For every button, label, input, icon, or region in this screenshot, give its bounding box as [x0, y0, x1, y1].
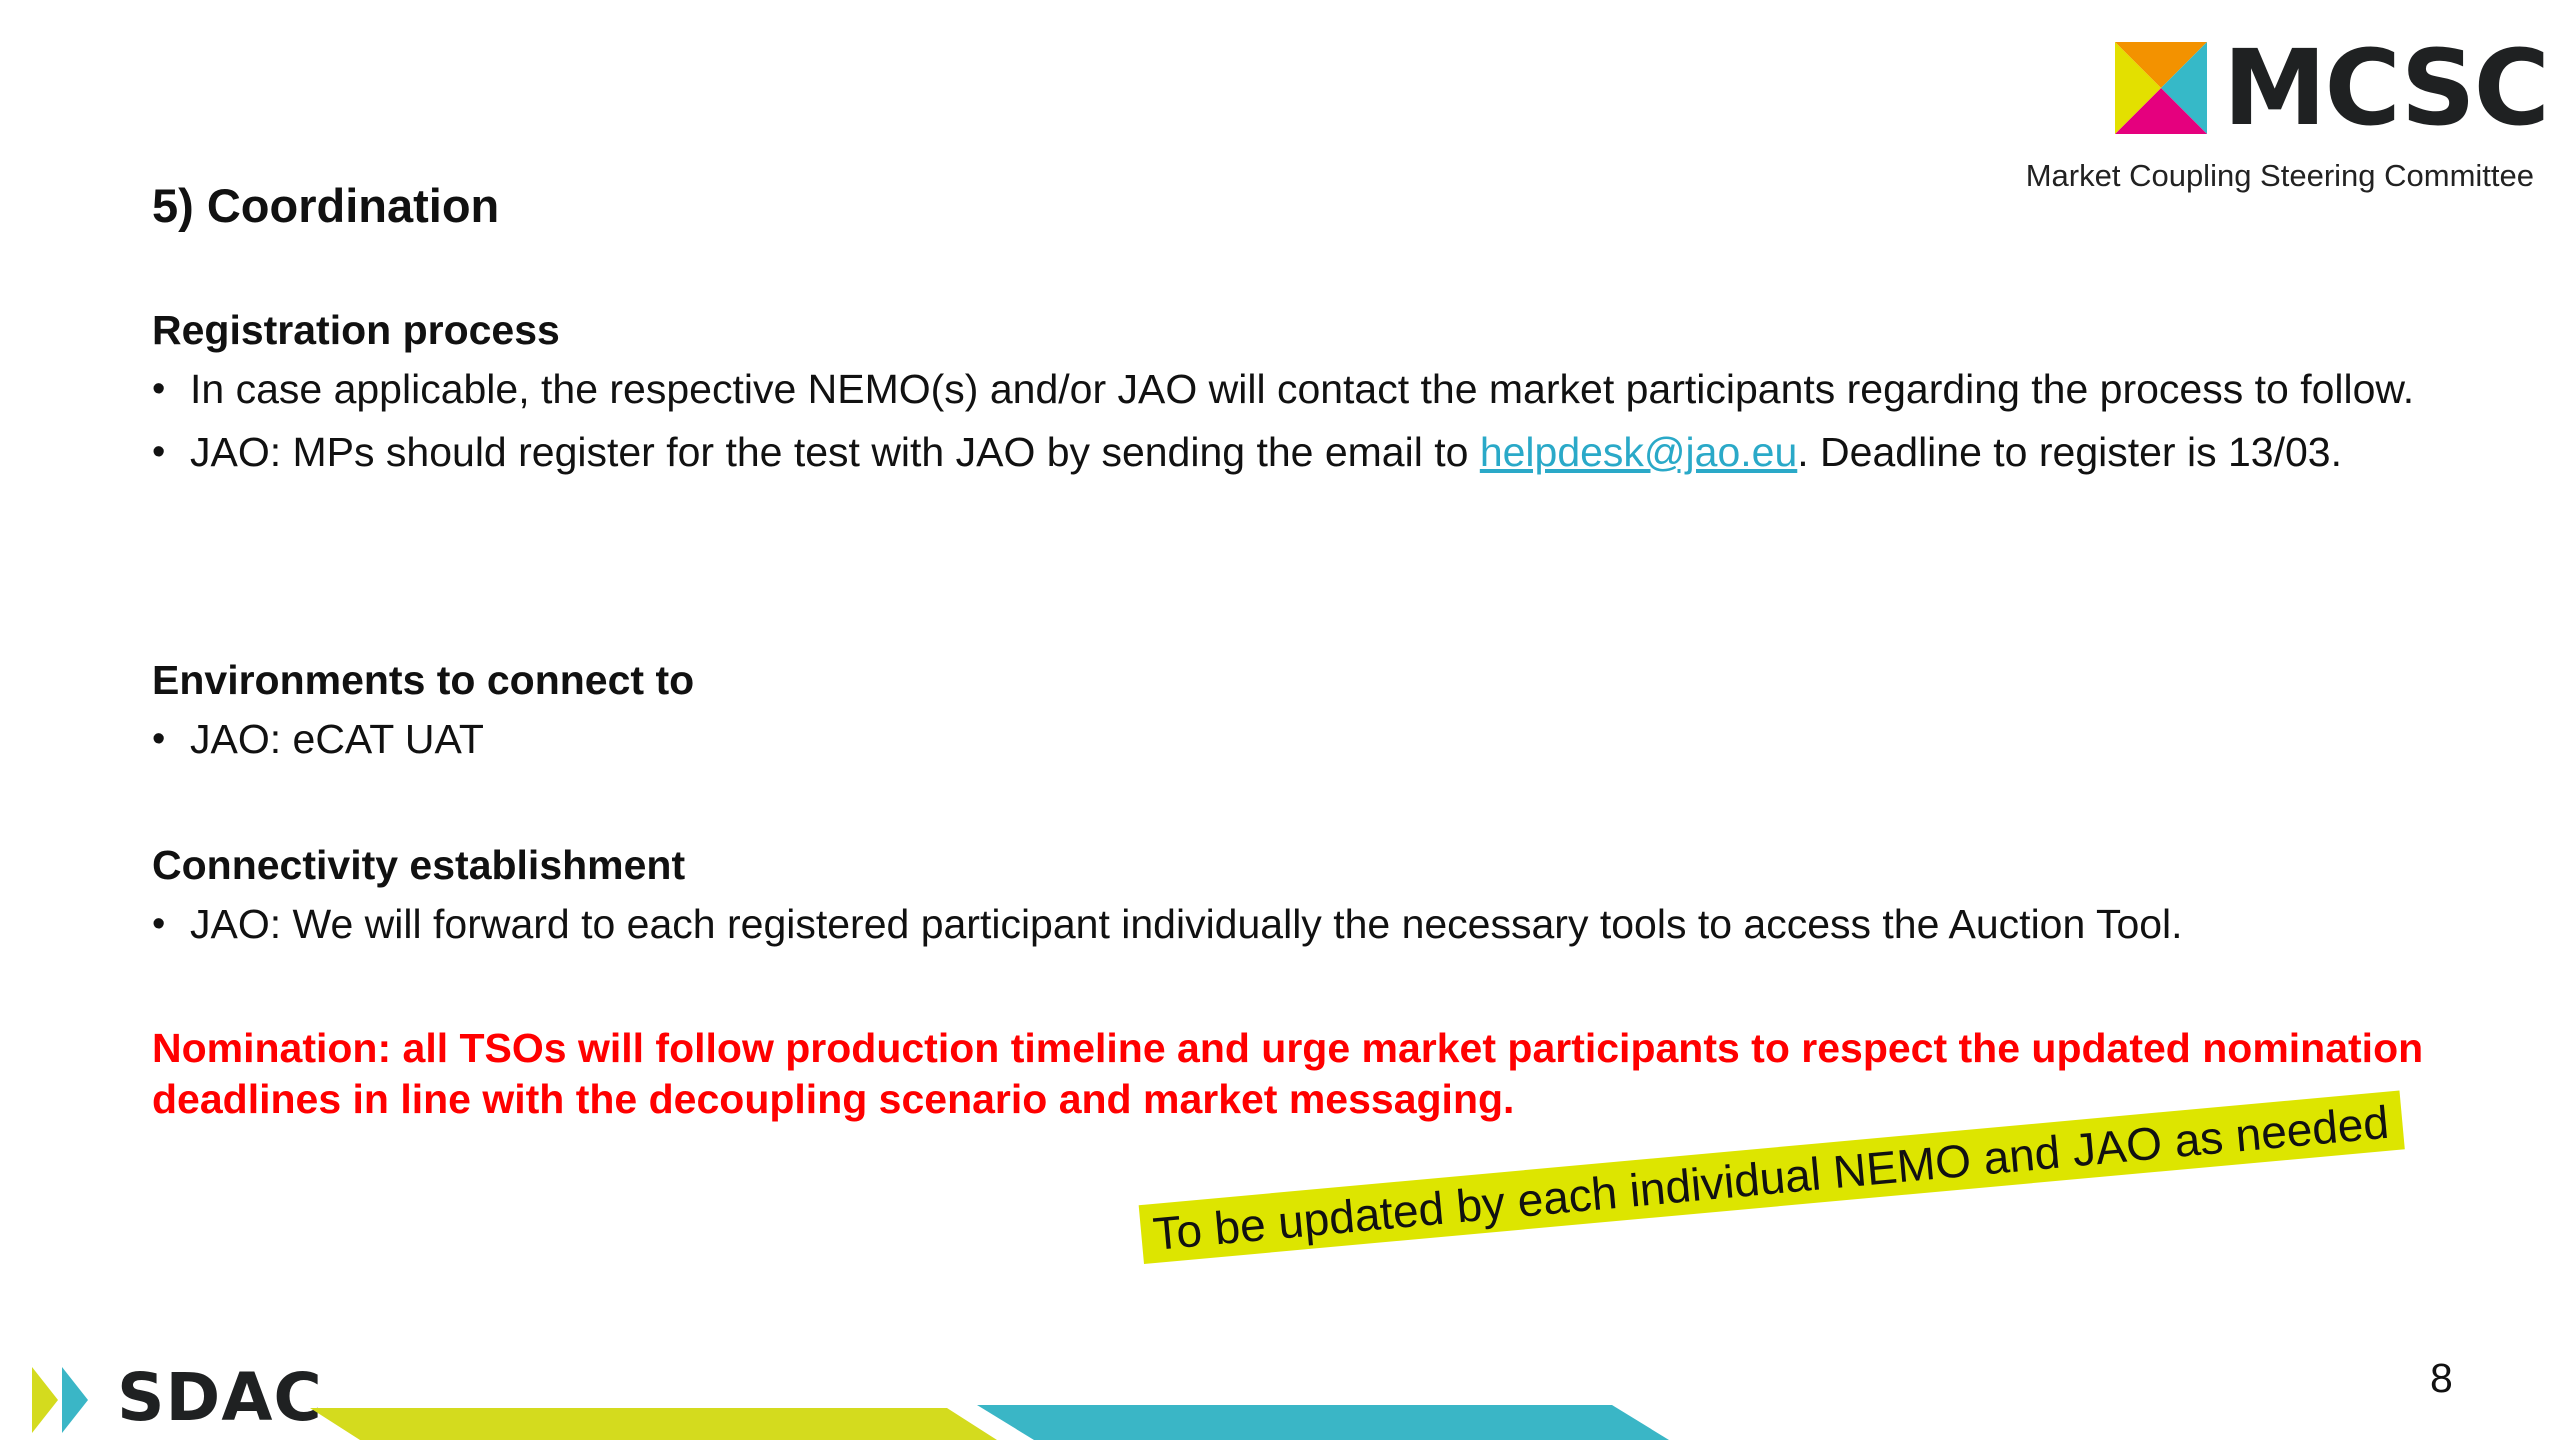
- sdac-logo-text: SDAC: [117, 1359, 323, 1436]
- bullet-list: [152, 899, 2452, 950]
- footer-bar-yellow: [310, 1408, 997, 1440]
- footer-bars: [300, 1400, 1700, 1442]
- sdac-chevron-icon: [32, 1367, 104, 1433]
- bullet-item: [152, 427, 2450, 478]
- footer-bar-teal: [977, 1405, 1669, 1440]
- bullet-text: JAO: We will forward to each registered participant individually the necessary tools to access the Auction Tool.: [190, 901, 2183, 948]
- bullet-text: JAO: eCAT UAT: [190, 716, 484, 763]
- section-connectivity: [152, 840, 2452, 962]
- mcsc-logo: [2115, 27, 2548, 149]
- bullet-text-after-link: . Deadline to register is 13/03.: [1797, 429, 2342, 476]
- section-heading: Environments to connect to: [152, 657, 695, 703]
- page-number: 8: [2430, 1355, 2453, 1401]
- section-heading: Connectivity establishment: [152, 842, 686, 888]
- bullet-item: [152, 899, 2450, 950]
- bullet-item: [152, 364, 2450, 415]
- nomination-alert: Nomination: all TSOs will follow production timeline and urge market participants to respect the updated nomination deadlines in line with the decoupling scenario and market messaging.: [152, 1025, 2424, 1122]
- slide-title: 5) Coordination: [152, 179, 500, 232]
- helpdesk-email-link[interactable]: helpdesk@jao.eu: [1479, 429, 1798, 476]
- update-sticker: To be updated by each individual NEMO and JAO as needed: [1139, 1090, 2405, 1263]
- bullet-list: [152, 714, 2452, 765]
- bullet-text: In case applicable, the respective NEMO(s) and/or JAO will contact the market participants regarding the process to follow.: [190, 366, 2415, 413]
- mcsc-logo-icon: [2115, 42, 2207, 134]
- bullet-list: [152, 364, 2452, 478]
- bullet-item: [152, 714, 2450, 765]
- sdac-logo: [32, 1359, 332, 1443]
- section-registration-process: [152, 305, 2452, 490]
- mcsc-logo-subtitle: Market Coupling Steering Committee: [2025, 158, 2534, 193]
- section-environments: [152, 655, 2452, 777]
- bullet-text-before-link: JAO: MPs should register for the test with JAO by sending the email to: [190, 429, 1480, 476]
- section-heading: Registration process: [152, 307, 560, 353]
- mcsc-logo-text: MCSC: [2223, 27, 2548, 149]
